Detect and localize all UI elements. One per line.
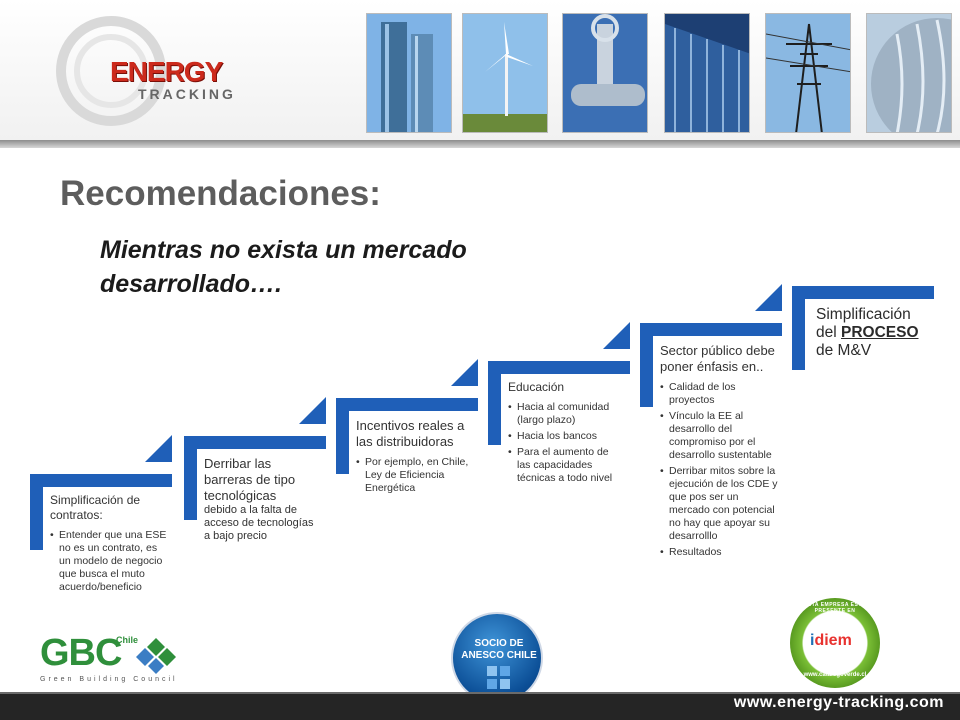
logo-energy-text: ENERGY xyxy=(110,56,223,87)
step-3-left-bar xyxy=(336,398,349,474)
step-6-text-post: de M&V xyxy=(816,342,872,359)
step-6-text-underlined: PROCESO xyxy=(841,324,919,341)
step-4-item-1: • Hacia al comunidad (largo plazo) xyxy=(508,401,624,427)
anesco-disc xyxy=(451,612,543,704)
step-5-content xyxy=(660,343,778,562)
anesco-line-1: SOCIO DE xyxy=(474,638,524,649)
step-5-item-4: • Resultados xyxy=(660,546,778,559)
step-5-arrow xyxy=(755,284,782,311)
gbc-letters: GBC xyxy=(40,632,122,674)
step-3-arrow xyxy=(451,359,478,386)
step-3-item-1: • Por ejemplo, en Chile, Ley de Eficiencia Energética xyxy=(356,456,472,495)
step-5-left-bar xyxy=(640,323,653,407)
step-6-content xyxy=(816,306,934,360)
step-4-item-3: • Para el aumento de las capacidades técnicas a todo nivel xyxy=(508,446,624,485)
step-5-item-2: • Vínculo la EE al desarrollo del compromiso por el desarrollo sustentable xyxy=(660,410,778,462)
step-4-item-2: • Hacia los bancos xyxy=(508,430,624,443)
step-4-list xyxy=(508,401,624,485)
step-1-list xyxy=(50,529,168,594)
slide-title: Recomendaciones: xyxy=(60,174,381,213)
step-2-detail: debido a la falta de acceso de tecnologías a bajo precio xyxy=(204,504,314,542)
gbc-diamond-icon xyxy=(136,638,176,674)
step-2-left-bar xyxy=(184,436,197,520)
idiem-url: www.catalogoverde.cl xyxy=(803,672,867,678)
step-1-content xyxy=(50,493,168,597)
idiem-wordmark-i: i xyxy=(810,632,815,649)
step-5-item-3: • Derribar mitos sobre la ejecución de los CDE y que pos ser un mercado con potencial no hay que apoyar su desarrolllo xyxy=(660,465,778,543)
grid-squares-icon xyxy=(487,666,511,690)
step-2-top-bar xyxy=(184,436,326,449)
step-6-left-bar xyxy=(792,286,805,370)
logo-tracking-text: TRACKING xyxy=(138,86,236,102)
gbc-tagline: Green Building Council xyxy=(40,676,178,683)
step-1-heading: Simplificación de contratos: xyxy=(50,493,141,522)
step-4-left-bar xyxy=(488,361,501,445)
step-6-text-pre: Simplificación del xyxy=(816,306,911,341)
step-5-heading: Sector público debe poner énfasis en.. xyxy=(660,343,775,374)
step-5-item-1: • Calidad de los proyectos xyxy=(660,381,778,407)
step-5-top-bar xyxy=(640,323,782,336)
step-1-left-bar xyxy=(30,474,43,550)
step-1-arrow xyxy=(145,435,172,462)
anesco-line-2: ANESCO CHILE xyxy=(461,650,537,661)
gbc-chile-label: Chile xyxy=(116,635,139,645)
step-5-list xyxy=(660,381,778,559)
footer-url-link[interactable]: www.energy-tracking.com xyxy=(733,694,944,711)
step-4-arrow xyxy=(603,322,630,349)
step-2-arrow xyxy=(299,397,326,424)
step-2-content xyxy=(204,456,322,543)
step-3-content xyxy=(356,418,472,498)
step-4-content xyxy=(508,380,624,488)
idiem-wordmark-rest: diem xyxy=(814,632,852,649)
subtitle-line-2: desarrollado…. xyxy=(100,270,282,298)
idiem-wordmark xyxy=(810,632,852,650)
step-4-heading: Educación xyxy=(508,380,565,394)
idiem-catalogo-verde-badge xyxy=(790,598,880,688)
step-3-top-bar xyxy=(336,398,478,411)
step-1-item-1: • Entender que una ESE no es un contrato, es un modelo de negocio que busca el muto acuerdo/beneficio xyxy=(50,529,168,594)
step-3-heading: Incentivos reales a las distribuidoras xyxy=(356,418,465,449)
step-6-top-bar xyxy=(792,286,934,299)
step-3-list xyxy=(356,456,472,495)
gbc-chile-logo xyxy=(40,632,180,688)
step-4-top-bar xyxy=(488,361,630,374)
idiem-arc-text: ESTA EMPRESA ESTÁ PRESENTE EN xyxy=(804,602,866,614)
step-2-heading: Derribar las barreras de tipo tecnológicas xyxy=(204,456,296,503)
step-1-top-bar xyxy=(30,474,172,487)
subtitle-line-1: Mientras no exista un mercado xyxy=(100,236,467,264)
